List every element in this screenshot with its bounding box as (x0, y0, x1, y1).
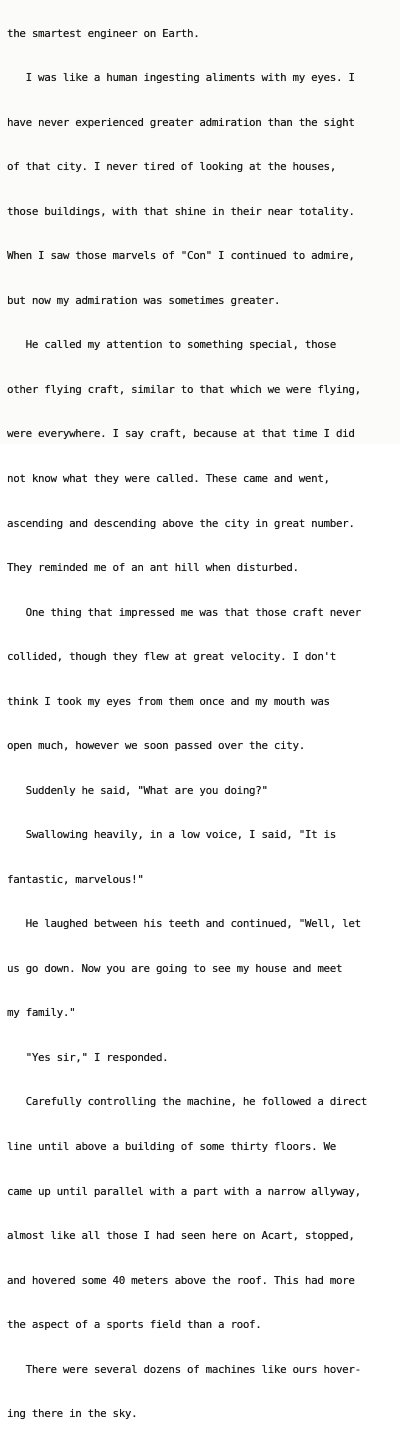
text-line: almost like all those I had seen here on Acart, stopped, (7, 1229, 355, 1243)
text-line: us go down. Now you are going to see my house and meet (7, 961, 343, 975)
text-line: the aspect of a sports field than a roof. (7, 1318, 262, 1332)
typed-text-body (7, 0, 399, 1452)
text-line: "Yes sir," I responded. (7, 1050, 169, 1064)
text-line: were everywhere. I say craft, because at that time I did (7, 427, 355, 441)
text-line: I was like a human ingesting aliments with my eyes. I (7, 71, 355, 85)
text-line: Carefully controlling the machine, he followed a direct (7, 1095, 367, 1109)
text-line: Suddenly he said, "What are you doing?" (7, 783, 268, 797)
text-line: He laughed between his teeth and continued, "Well, let (7, 917, 361, 931)
text-line: came up until parallel with a part with a narrow allyway, (7, 1184, 361, 1198)
text-line: One thing that impressed me was that those craft never (7, 605, 361, 619)
text-line: fantastic, marvelous!" (7, 872, 144, 886)
text-line: They reminded me of an ant hill when disturbed. (7, 561, 299, 575)
text-line: and hovered some 40 meters above the roof. This had more (7, 1273, 355, 1287)
text-line: collided, though they flew at great velocity. I don't (7, 650, 336, 664)
text-line: There were several dozens of machines like ours hover- (7, 1362, 361, 1376)
text-line: ascending and descending above the city in great number. (7, 516, 355, 530)
text-line: open much, however we soon passed over the city. (7, 739, 305, 753)
text-line: think I took my eyes from them once and my mouth was (7, 694, 330, 708)
text-line: my family." (7, 1006, 76, 1020)
text-line: have never experienced greater admiration than the sight (7, 115, 355, 129)
text-line: other flying craft, similar to that which we were flying, (7, 382, 361, 396)
text-line: of that city. I never tired of looking at the houses, (7, 160, 336, 174)
text-line: those buildings, with that shine in their near totality. (7, 204, 355, 218)
text-line: ing there in the sky. (7, 1407, 138, 1421)
text-line: the smartest engineer on Earth. (7, 26, 200, 40)
text-line: Swallowing heavily, in a low voice, I said, "It is (7, 828, 336, 842)
text-line: line until above a building of some thirty floors. We (7, 1139, 336, 1153)
text-line: When I saw those marvels of "Con" I continued to admire, (7, 249, 355, 263)
text-line: not know what they were called. These came and went, (7, 472, 330, 485)
text-line: but now my admiration was sometimes greater. (7, 293, 281, 307)
text-line: He called my attention to something special, those (7, 338, 336, 352)
